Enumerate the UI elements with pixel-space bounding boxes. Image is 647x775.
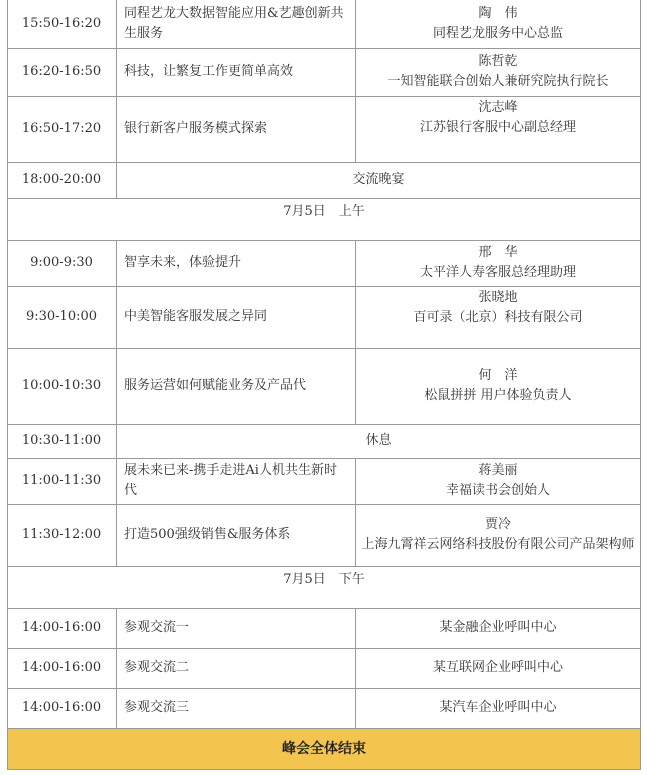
agenda-row <box>7 688 641 728</box>
topic-text: 参观交流二 <box>124 660 190 675</box>
speaker-cell <box>355 286 641 348</box>
row-divider <box>7 458 641 459</box>
time-cell: 14:00-16:00 <box>21 620 102 635</box>
row-divider <box>7 608 641 609</box>
speaker-title: 幸福读书会创始人 <box>445 483 550 498</box>
speaker-name: 陈哲乾 <box>478 54 518 69</box>
column-divider <box>355 458 356 566</box>
speaker-name: 蒋美丽 <box>478 463 518 478</box>
time-cell: 18:00-20:00 <box>21 172 102 187</box>
agenda-row <box>7 424 641 458</box>
time-cell: 10:30-11:00 <box>21 433 102 448</box>
table-border-bottom <box>7 769 641 770</box>
speaker-name: 沈志峰 <box>478 100 518 115</box>
speaker-title: 上海九霄祥云网络科技股份有限公司产品架构师 <box>361 537 635 552</box>
row-divider <box>7 504 641 505</box>
speaker-cell <box>355 348 641 424</box>
column-divider <box>116 0 117 198</box>
speaker-title: 一知智能联合创始人兼研究院执行院长 <box>387 74 609 89</box>
time-cell: 11:00-11:30 <box>21 473 102 488</box>
agenda-row <box>7 348 641 424</box>
agenda-row <box>7 0 641 48</box>
column-divider <box>355 608 356 728</box>
row-divider <box>7 688 641 689</box>
speaker-name: 张晓地 <box>478 290 518 305</box>
speaker-cell <box>355 0 641 48</box>
table-border-right <box>640 0 641 770</box>
row-divider <box>7 96 641 97</box>
time-cell: 9:30-10:00 <box>25 309 98 324</box>
agenda-row <box>7 96 641 162</box>
row-divider <box>7 286 641 287</box>
topic-text: 中美智能客服发展之异同 <box>124 309 268 324</box>
topic-cell <box>116 286 355 348</box>
agenda-row <box>7 608 641 648</box>
topic-text: 服务运营如何赋能业务及产品代 <box>124 378 307 393</box>
topic-cell <box>116 96 355 162</box>
row-divider <box>7 566 641 567</box>
agenda-row <box>7 458 641 504</box>
speaker-cell <box>355 608 641 648</box>
time-cell: 10:00-10:30 <box>21 378 102 393</box>
speaker-cell <box>355 458 641 504</box>
event-cell: 休息 <box>365 433 392 448</box>
topic-cell <box>116 0 355 48</box>
speaker-cell <box>355 688 641 728</box>
topic-cell <box>116 348 355 424</box>
topic-text: 智享未来，体验提升 <box>124 255 242 270</box>
agenda-row <box>7 240 641 286</box>
row-divider <box>7 48 641 49</box>
section-heading: 7月5日 上午 <box>283 204 365 219</box>
topic-cell <box>116 48 355 96</box>
topic-cell <box>116 504 355 566</box>
row-divider <box>7 198 641 199</box>
time-cell: 14:00-16:00 <box>21 660 102 675</box>
time-cell: 9:00-9:30 <box>30 255 93 270</box>
column-divider <box>355 0 356 162</box>
speaker-title: 某互联网企业呼叫中心 <box>432 660 563 675</box>
speaker-cell <box>355 48 641 96</box>
topic-text: 银行新客户服务模式探索 <box>124 121 268 136</box>
column-divider <box>355 240 356 424</box>
topic-cell <box>116 648 355 688</box>
event-cell: 交流晚宴 <box>352 172 405 187</box>
topic-cell <box>116 688 355 728</box>
topic-text: 科技，让繁复工作更简单高效 <box>124 64 294 79</box>
speaker-cell <box>355 648 641 688</box>
section-heading: 7月5日 下午 <box>283 572 365 587</box>
topic-text: 参观交流一 <box>124 620 190 635</box>
topic-cell <box>116 458 355 504</box>
time-cell: 14:00-16:00 <box>21 700 102 715</box>
agenda-table <box>7 0 641 770</box>
speaker-title: 太平洋人寿客服总经理助理 <box>419 265 576 280</box>
speaker-cell <box>355 504 641 566</box>
time-cell: 16:50-17:20 <box>21 121 102 136</box>
speaker-title: 江苏银行客服中心副总经理 <box>419 120 576 135</box>
footer-row <box>7 728 641 770</box>
column-divider <box>116 608 117 728</box>
speaker-name: 贾冷 <box>484 517 511 532</box>
topic-cell <box>116 240 355 286</box>
time-cell: 15:50-16:20 <box>21 16 102 31</box>
section-row <box>7 198 641 240</box>
row-divider <box>7 728 641 729</box>
topic-text: 展未来已来-携手走进Ai人机共生新时代 <box>124 463 337 498</box>
footer-text: 峰会全体结束 <box>282 741 366 757</box>
agenda-row <box>7 48 641 96</box>
speaker-cell <box>355 96 641 162</box>
speaker-title: 某金融企业呼叫中心 <box>439 620 557 635</box>
agenda-row <box>7 648 641 688</box>
topic-cell <box>116 608 355 648</box>
table-border-left <box>7 0 8 770</box>
row-divider <box>7 162 641 163</box>
speaker-title: 百可录（北京）科技有限公司 <box>413 310 583 325</box>
speaker-title: 同程艺龙服务中心总监 <box>432 26 563 41</box>
speaker-name: 邢 华 <box>478 245 518 260</box>
row-divider <box>7 648 641 649</box>
column-divider <box>116 240 117 566</box>
row-divider <box>7 348 641 349</box>
speaker-title: 某汽车企业呼叫中心 <box>439 700 557 715</box>
speaker-name: 陶 伟 <box>478 6 518 21</box>
agenda-row <box>7 504 641 566</box>
topic-text: 参观交流三 <box>124 700 190 715</box>
time-cell: 11:30-12:00 <box>21 527 102 542</box>
agenda-row <box>7 162 641 198</box>
speaker-title: 松鼠拼拼 用户体验负责人 <box>424 388 572 403</box>
agenda-row <box>7 286 641 348</box>
topic-text: 打造500强级销售&服务体系 <box>124 527 291 542</box>
speaker-cell <box>355 240 641 286</box>
row-divider <box>7 424 641 425</box>
time-cell: 16:20-16:50 <box>21 64 102 79</box>
row-divider <box>7 240 641 241</box>
topic-text: 同程艺龙大数据智能应用&艺趣创新共生服务 <box>124 6 344 41</box>
section-row <box>7 566 641 608</box>
speaker-name: 何 洋 <box>478 368 518 383</box>
